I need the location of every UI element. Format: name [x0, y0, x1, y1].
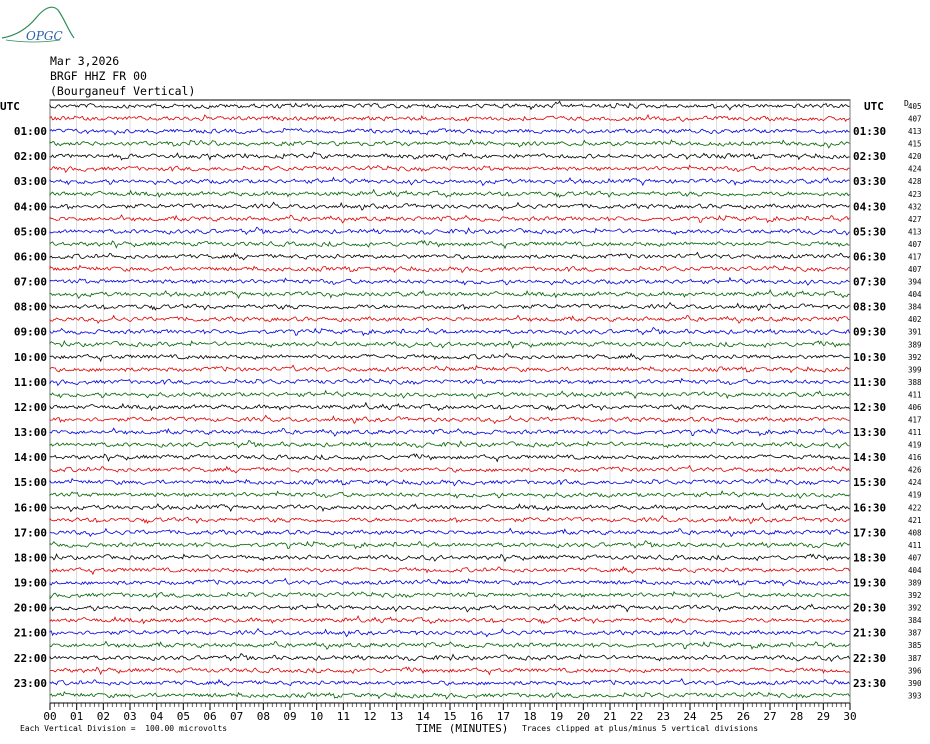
right-hour-label: 10:30 — [853, 350, 887, 364]
trace-offset-label: 405 — [908, 102, 922, 111]
trace-offset-label: 404 — [908, 290, 922, 300]
trace-offset-label: 402 — [908, 315, 922, 325]
trace-offset-label: 407 — [908, 239, 922, 249]
scale-note: Each Vertical Division = 100.00 microvolts — [20, 724, 228, 733]
trace-offset-label: 384 — [908, 616, 922, 626]
x-tick-label: 13 — [390, 710, 404, 723]
right-hour-label: 08:30 — [853, 300, 887, 314]
x-tick-label: 23 — [656, 710, 670, 723]
trace-offset-label: 404 — [908, 565, 922, 575]
minute-grid — [50, 100, 850, 703]
logo-text: OPGC — [26, 29, 63, 43]
x-tick-label: 06 — [203, 710, 217, 723]
right-hour-label: 13:30 — [853, 426, 887, 440]
trace-offset-label: 387 — [908, 628, 922, 638]
left-hour-label: 08:00 — [13, 300, 47, 314]
right-hour-label: 01:30 — [853, 125, 887, 139]
left-hour-label: 06:00 — [13, 250, 47, 264]
right-hour-label: 05:30 — [853, 225, 887, 239]
right-hour-label: 15:30 — [853, 476, 887, 490]
trace-offset-label: 411 — [908, 428, 922, 438]
trace-offset-label: 385 — [908, 641, 922, 651]
trace-offset-label: 432 — [908, 202, 922, 212]
x-tick-label: 15 — [443, 710, 457, 723]
trace-offset-label: 413 — [908, 227, 922, 237]
trace-offset-label: 411 — [908, 390, 922, 400]
trace-offset-label: 394 — [908, 277, 922, 287]
right-hour-label: 17:30 — [853, 526, 887, 540]
trace-offset-label: 422 — [908, 503, 922, 513]
trace-offset-label: 387 — [908, 653, 922, 663]
right-hour-label: 11:30 — [853, 375, 887, 389]
right-column-title: D — [904, 99, 909, 108]
trace-offset-label: 417 — [908, 252, 922, 262]
x-tick-label: 03 — [123, 710, 137, 723]
x-tick-label: 28 — [790, 710, 804, 723]
left-hour-label: 04:00 — [13, 200, 47, 214]
trace-offset-label: 391 — [908, 327, 922, 337]
trace-offset-label: 407 — [908, 265, 922, 275]
left-hour-label: 11:00 — [13, 375, 47, 389]
x-tick-label: 18 — [523, 710, 537, 723]
x-tick-label: 04 — [150, 710, 164, 723]
left-hour-label: 20:00 — [13, 601, 47, 615]
right-axis-title: UTC — [864, 100, 884, 113]
trace-offset-label: 392 — [908, 352, 922, 362]
trace-offset-label: 406 — [908, 402, 922, 412]
trace-offset-label: 417 — [908, 415, 922, 425]
left-hour-label: 19:00 — [13, 576, 47, 590]
left-hour-label: 17:00 — [13, 526, 47, 540]
plot-date: Mar 3,2026 — [50, 54, 120, 68]
x-tick-label: 17 — [496, 710, 510, 723]
trace-offset-label: 420 — [908, 152, 922, 162]
x-tick-label: 30 — [843, 710, 857, 723]
trace-offset-label: 384 — [908, 302, 922, 312]
trace-offset-label: 407 — [908, 553, 922, 563]
x-axis-label: TIME (MINUTES) — [415, 722, 509, 735]
right-hour-label: 23:30 — [853, 676, 887, 690]
trace-offset-label: 415 — [908, 139, 922, 149]
right-hour-label: 14:30 — [853, 451, 887, 465]
x-tick-label: 24 — [683, 710, 697, 723]
x-tick-label: 16 — [470, 710, 484, 723]
x-tick-label: 09 — [283, 710, 297, 723]
trace-offset-label: 427 — [908, 214, 922, 224]
x-tick-label: 21 — [603, 710, 617, 723]
trace-offset-label: 389 — [908, 340, 922, 350]
left-hour-label: 14:00 — [13, 451, 47, 465]
x-tick-label: 01 — [70, 710, 84, 723]
trace-offset-label: 424 — [908, 478, 922, 488]
trace-offset-label: 408 — [908, 528, 922, 538]
trace-offset-label: 393 — [908, 691, 922, 701]
trace-offset-label: 426 — [908, 465, 922, 475]
left-hour-label: 07:00 — [13, 275, 47, 289]
left-hour-label: 03:00 — [13, 175, 47, 189]
left-hour-label: 10:00 — [13, 350, 47, 364]
left-hour-label: 13:00 — [13, 426, 47, 440]
station-name: (Bourganeuf Vertical) — [50, 84, 196, 98]
station-code: BRGF HHZ FR 00 — [50, 69, 147, 83]
x-tick-label: 11 — [336, 710, 350, 723]
x-tick-label: 02 — [96, 710, 110, 723]
left-hour-label: 01:00 — [13, 125, 47, 139]
trace-offset-label: 392 — [908, 591, 922, 601]
left-hour-label: 23:00 — [13, 676, 47, 690]
right-hour-labels — [853, 125, 886, 690]
left-hour-label: 12:00 — [13, 400, 47, 414]
right-hour-label: 09:30 — [853, 325, 887, 339]
left-hour-labels — [14, 125, 47, 690]
x-tick-label: 27 — [763, 710, 777, 723]
left-hour-label: 22:00 — [13, 651, 47, 665]
clip-note: Traces clipped at plus/minus 5 vertical divisions — [522, 724, 759, 733]
right-hour-label: 04:30 — [853, 200, 887, 214]
x-tick-label: 26 — [736, 710, 750, 723]
trace-offset-label: 419 — [908, 440, 922, 450]
x-tick-label: 19 — [550, 710, 564, 723]
x-tick-label: 29 — [816, 710, 830, 723]
trace-offset-label: 424 — [908, 164, 922, 174]
x-tick-label: 10 — [310, 710, 324, 723]
trace-offset-label: 428 — [908, 177, 922, 187]
right-hour-label: 21:30 — [853, 626, 887, 640]
left-hour-label: 05:00 — [13, 225, 47, 239]
x-tick-label: 20 — [576, 710, 590, 723]
trace-offset-label: 390 — [908, 678, 922, 688]
right-hour-label: 12:30 — [853, 400, 887, 414]
x-tick-label: 08 — [256, 710, 270, 723]
right-hour-label: 18:30 — [853, 551, 887, 565]
left-hour-label: 16:00 — [13, 501, 47, 515]
trace-offset-label: 413 — [908, 127, 922, 137]
trace-offset-label: 407 — [908, 114, 922, 124]
left-hour-label: 09:00 — [13, 325, 47, 339]
x-axis — [43, 703, 856, 723]
trace-offset-label: 419 — [908, 490, 922, 500]
x-tick-label: 25 — [710, 710, 724, 723]
trace-offset-label: 416 — [908, 453, 922, 463]
x-tick-label: 12 — [363, 710, 377, 723]
right-hour-label: 16:30 — [853, 501, 887, 515]
right-hour-label: 07:30 — [853, 275, 887, 289]
right-hour-label: 19:30 — [853, 576, 887, 590]
left-axis-title: UTC — [0, 100, 20, 113]
x-tick-label: 05 — [176, 710, 190, 723]
trace-offset-label: 411 — [908, 540, 922, 550]
trace-offset-labels — [908, 102, 922, 700]
trace-offset-label: 392 — [908, 603, 922, 613]
left-hour-label: 15:00 — [13, 476, 47, 490]
left-hour-label: 02:00 — [13, 150, 47, 164]
x-tick-label: 14 — [416, 710, 430, 723]
right-hour-label: 20:30 — [853, 601, 887, 615]
x-tick-label: 22 — [630, 710, 644, 723]
trace-offset-label: 396 — [908, 666, 922, 676]
x-tick-label: 07 — [230, 710, 244, 723]
trace-offset-label: 389 — [908, 578, 922, 588]
trace-offset-label: 423 — [908, 189, 922, 199]
trace-offset-label: 388 — [908, 377, 922, 387]
trace-offset-label: 421 — [908, 515, 922, 525]
left-hour-label: 18:00 — [13, 551, 47, 565]
trace-offset-label: 399 — [908, 365, 922, 375]
right-hour-label: 06:30 — [853, 250, 887, 264]
x-tick-label: 00 — [43, 710, 57, 723]
right-hour-label: 02:30 — [853, 150, 887, 164]
left-hour-label: 21:00 — [13, 626, 47, 640]
right-hour-label: 22:30 — [853, 651, 887, 665]
right-hour-label: 03:30 — [853, 175, 887, 189]
